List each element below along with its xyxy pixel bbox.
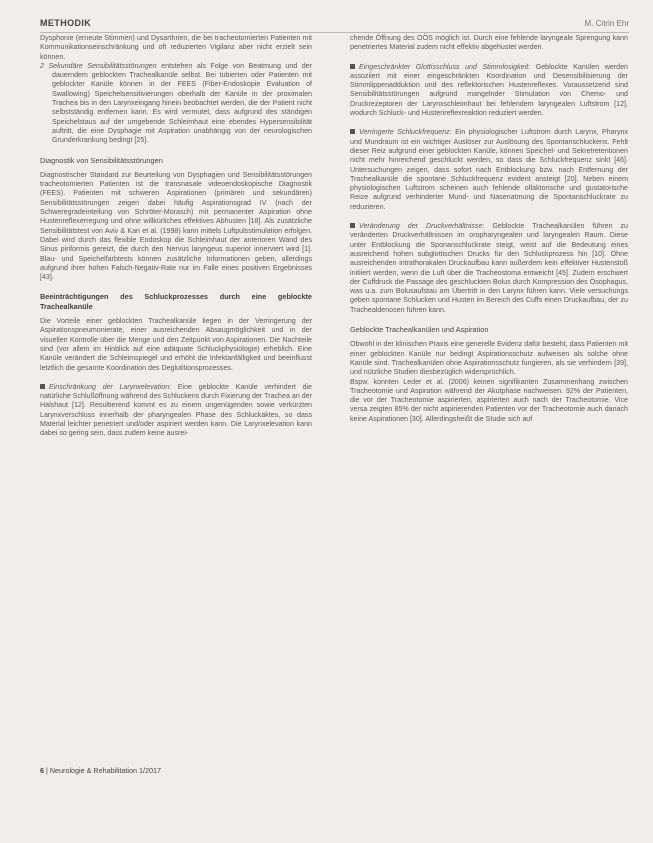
list-item-continuation: Dysphonie (erneute Stimmen) und Dysarthrien, die bei tracheotomierten Patienten mit Kommunikationseinschränkung und oft reduzierten Vigilanz aber nicht erzielt sein können. [40,34,312,61]
bullet-heading: Veränderung der Druckverhältnisse: [359,222,485,231]
bullet-heading: Einschränkung der Larynxelevation: [49,382,172,391]
list-item [40,62,312,146]
paragraph: Die Vorteile einer geblockten Trachealkanüle liegen in der Verringerung der Aspirationspneumonierate, einer ausreichenden Absaugmöglichkeit und in der visuellen Kontrolle über die Menge und den Zeitpunkt von Aspirationen. Die Nachteile sind (vor allem im Hinblick auf eine adäquate Schluckphysiologie) erheblich. Eine Kanüle verändert die Schleimspiegel und erhöht die Infektanfälligkeit und beeinflusst letztlich die gesamte Koordination des Deglutitionsprozesses. [40,317,312,372]
paragraph: Diagnostischer Standard zur Beurteilung von Dysphagien und Sensibilitätsstörungen tracheotomierten Patienten ist die transnasale videoendoskopische Diagnostik (FEES). Patienten mit schweren Aspirationen (primären und sekundären) Sensibilitätsstörungen zeigen dabei häufig Aspirationsgrad IV (nach der Schweregradeinteilung von Schröter-Morasch) mit permanenter Aspiration ohne Hustenreflexerregung und ohne willkürliches effektives Abhusten [18]. Als zusätzliche Sensibilitätstest von Aviv & Kan et al. (1998) kann mittels Luftpulsstimulation erfolgen. Dabei wird durch das flexible Endoskop die Schleimhaut der anterioren Wand des Sinus piriformis gereizt, die durch den Nervus laryngeus superior innerviert wird [1]. Blau- und Speichelfarbtests können zusätzliche Informationen geben, allerdings aufgrund ihrer hohen Falsch-Negativ-Rate nur im Falle eines positiven Ergebnisses [43]. [40,170,312,282]
subheading: Diagnostik von Sensibilitätsstörungen [40,155,163,165]
square-bullet-icon [350,223,355,228]
author-name: M. Citrin Ehr [584,18,629,28]
paragraph: chende Öffnung des OÖS möglich ist. Durch eine fehlende laryngeale Sprengung kann penetriertes Material zudem nicht effektiv abgehustet werden. [350,34,628,52]
bullet-text: Eine geblockte Kanüle verhindert die natürliche Schlußöffnung während des Schluckens durch Fixierung der Trachea an der Halshaut [12]. Resultierend kommt es zu einem ungenügenden sowie verkürzten Larynxverschluss innerhalb der pharyngealen Phase des Schluckaktes, so dass Material leichter penetriert und/oder aspiriert werden kann. Die Larynxelevation kann dabei so gering sein, dass zudem keine ausrei- [40,382,312,438]
subheading: Geblockte Trachealkanülen und Aspiration [350,325,489,335]
bullet-text: Ein physiologischer Luftstrom durch Larynx, Pharynx und Mundraum ist ein wichtiger Auslöser zur Auslösung des Spontanschluckens. Fehlt dieser Reiz aufgrund einer geblockten Kanüle, können Speichel- und Sekretretentionen nicht mehr hinreichend geschluckt werden, so dass die Schluckfrequenz sinkt [46]. Untersuchungen zeigen, dass sofort nach Entblockung bzw. nach Entfernung der Trachealkanüle die spontane Schluckfrequenz evident ansteigt [20]. Neben einem physiologischen Luftstrom scheinen auch fehlende olfaktorische und gustatorische Reize aufgrund verhinderter Mund- und Nasenatmung die Spontanschluckrate zu reduzieren. [350,128,628,211]
square-bullet-icon [40,384,45,389]
running-header [40,16,629,33]
left-column [40,34,312,439]
list-item-heading: 2 Sekundäre Sensibilitätsstörungen [40,61,157,70]
square-bullet-icon [350,129,355,134]
bullet-paragraph [40,383,312,439]
page-number: 6 [40,766,44,775]
bullet-text: Geblockte Kanülen werden assoziiert mit einer eingeschränkten Koordination und Desensibilisierung der Stimmlippenadduktion und des reflektorischen Hustenreflexes. Voraussetzend sind Sensibilitätsstörungen aufgrund mangelnder Stimulation von Chemo- und Druckrezeptoren der Larynxschleimhaut bei fehlendem laryngealen Luftstrom [12], wodurch Schluck- und Hustenreflexreaktion reduziert werden. [350,62,628,118]
bullet-text: Geblockte Trachealkanülen führen zu veränderten Druckverhältnissen im oropharyngealen und laryngealen Raum. Diese unter Entblockung die Sponanschluckrate steigt, weist auf die Bedeutung eines ausreichend hohen subglottischen Drucks für den Schluckprozess hin [10]. Ohne ausreichenden intrathorakalen Druckaufbau kann außerdem kein effektiver Hustenstoß initiiert werden, wenn die Luft über die Tracheostoma entweicht [45]. Zudem erschwert der Cuffdruck die Passage des geschluckten Bolus durch Kompression des Ösophagus, was u.a. zum Bolusaufstau am Übertritt in den Larynx führen kann. Viele versuchungs geben spontane Schlucken und Husten im Bereich des Cuffs einen Druckaufbau, der zu Trachealdenosen führen kann. [350,222,629,314]
bullet-heading: Verringerte Schluckfrequenz: [359,128,452,137]
bullet-paragraph [350,128,628,212]
section-heading: Beeinträchtigungen des Schluckprozesses durch eine geblockte Trachealkanüle [40,292,312,311]
journal-name: | Neurologie & Rehabilitation 1/2017 [46,766,161,775]
section-label: METHODIK [40,18,92,28]
square-bullet-icon [350,64,355,69]
page-footer [40,766,161,775]
paragraph: Obwohl in der klinischen Praxis eine generelle Evidenz dafür besteht, dass Patienten mit einer geblockten Kanüle nur bedingt Aspirationsschutz aufweisen als solche ohne Kanüle sind. Trachealkanülen ohne Aspirationsschutz fungieren, als sie verhindern [39], und nützliche Studien diesbezüglich widersprüchlich. [350,340,628,377]
bullet-paragraph [350,63,628,119]
bullet-heading: Eingeschränkter Glottisschluss und Stimmlosigkeit: [359,62,531,71]
bullet-paragraph [350,222,628,315]
right-column [350,34,628,424]
list-item-text: entstehen als Folge von Beatmung und der dauerndem geblockten Trachealkanüle selbst. Bei tubierten oder Patienten mit geblockter Kanüle können in der FEES (Fiber-Endoskopie Evaluation of Swallowing) Speichelsensitivierungen oberhalb der Kanüle in der proximalen Trachea bis in den Larynxeingang hinein beobachtet werden, die der Patient nicht selbstständig entfernen kann. Es wird vermutet, dass aufgrund des ständigen Speichelstaus auf der umgebende Schleimhaut eine ebendes Hypersensibilität auftritt, die eine Dysphagie mit Aspiration unabhängig von der neurologischen Grunderkrankung bedingt [25]. [52,61,312,145]
paragraph: Bspw. konnten Leder et al. (2006) keinen signifikanten Zusammenhang zwischen Tracheotomie und Aspiration während der Akutphase nachweisen. 92% der Patienten, die vor der Tracheotomie aspirierten, aspirierten auch nach der Tracheotomie. Vice versa zeigten 85% der nicht aspirierenden Patienten vor der Tracheotomie auch danach keine Aspirationen [30]. Allerdingsheißt die Studie sich auf [350,377,628,423]
